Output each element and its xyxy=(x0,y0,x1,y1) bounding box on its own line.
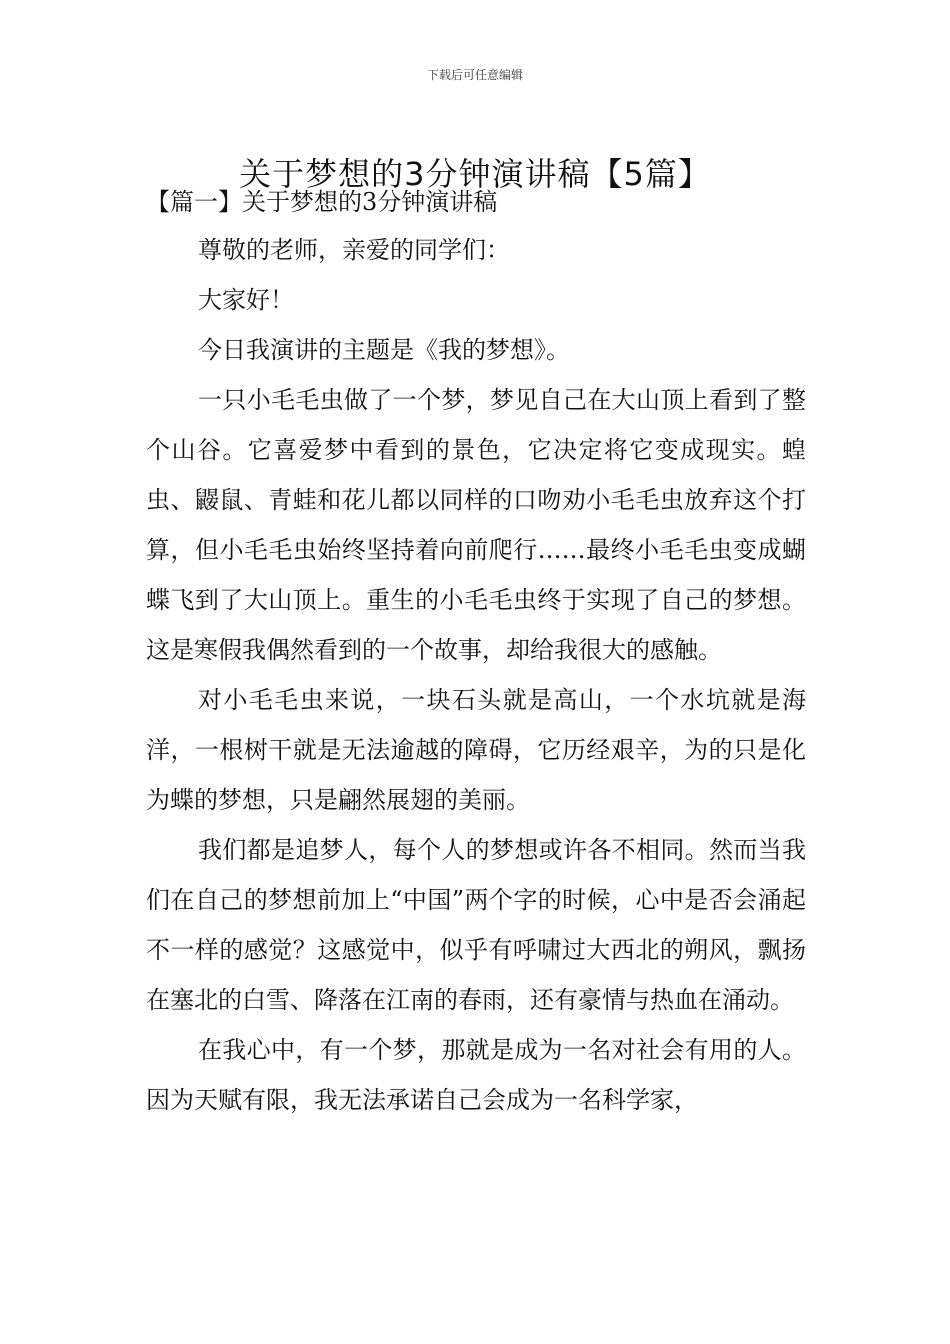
paragraph: 一只小毛毛虫做了一个梦，梦见自己在大山顶上看到了整个山谷。它喜爱梦中看到的景色，它决定将它变成现实。蝗虫、鼹鼠、青蛙和花儿都以同样的口吻劝小毛毛虫放弃这个打算，但小毛毛虫始终坚持着向前爬行……最终小毛毛虫变成蝴蝶飞到了大山顶上。重生的小毛毛虫终于实现了自己的梦想。这是寒假我偶然看到的一个故事，却给我很大的感触。 xyxy=(146,386,806,664)
paragraph: 大家好！ xyxy=(198,286,294,314)
paragraph: 在我心中，有一个梦，那就是成为一名对社会有用的人。因为天赋有限，我无法承诺自己会成为一名科学家， xyxy=(146,1036,806,1114)
document-title: 关于梦想的3分钟演讲稿【5篇】 xyxy=(239,155,711,194)
page-header-note: 下载后可任意编辑 xyxy=(426,68,523,82)
body-text xyxy=(146,225,806,1125)
paragraph: 尊敬的老师，亲爱的同学们： xyxy=(198,236,510,264)
paragraph: 对小毛毛虫来说，一块石头就是高山，一个水坑就是海洋，一根树干就是无法逾越的障碍，它历经艰辛，为的只是化为蝶的梦想，只是翩然展翅的美丽。 xyxy=(146,686,806,814)
paragraph: 今日我演讲的主题是《我的梦想》。 xyxy=(198,336,570,364)
section-heading: 【篇一】关于梦想的3分钟演讲稿 xyxy=(146,188,498,216)
paragraph: 我们都是追梦人，每个人的梦想或许各不相同。然而当我们在自己的梦想前加上“中国”两个字的时候，心中是否会涌起不一样的感觉？这感觉中，似乎有呼啸过大西北的朔风，飘扬在塞北的白雪、降落在江南的春雨，还有豪情与热血在涌动。 xyxy=(146,836,806,1014)
